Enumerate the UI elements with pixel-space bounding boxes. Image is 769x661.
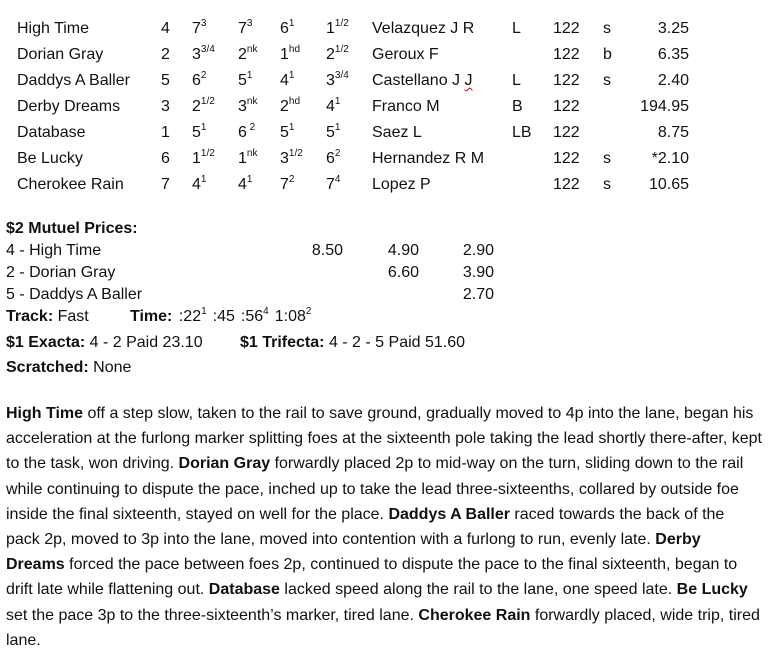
mutuel-show: 3.90 xyxy=(462,264,494,281)
call-c3 xyxy=(280,19,294,39)
time-split xyxy=(274,305,312,325)
time-label: Time: xyxy=(130,308,173,325)
call-position: 2 xyxy=(280,98,289,115)
call-lengths: 1 xyxy=(288,17,295,29)
cell-wt: 122 xyxy=(553,124,580,141)
call-position: 3 xyxy=(326,72,335,89)
cell-horse: Be Lucky xyxy=(17,150,83,167)
call-lengths: 3/4 xyxy=(200,43,215,55)
split-value: :45 xyxy=(212,308,235,325)
mutuel-place: 6.60 xyxy=(387,264,419,281)
call-c3 xyxy=(280,175,294,195)
cell-med: LB xyxy=(512,124,532,141)
call-position: 2 xyxy=(192,98,201,115)
cell-odds: *2.10 xyxy=(651,150,689,167)
call-position: 5 xyxy=(192,124,201,141)
scratched-label: Scratched: xyxy=(6,359,89,376)
call-position: 7 xyxy=(326,176,335,193)
mutuel-horse-label: 5 - Daddys A Baller xyxy=(6,286,143,303)
scratched-line xyxy=(6,358,131,378)
cell-jockey: Geroux F xyxy=(372,46,439,63)
cell-med: L xyxy=(512,72,521,89)
call-position: 6 xyxy=(238,124,247,141)
call-position: 2 xyxy=(326,46,335,63)
call-c4 xyxy=(326,97,340,117)
call-c2 xyxy=(238,97,257,117)
cell-med: B xyxy=(512,98,523,115)
call-c3 xyxy=(280,71,294,91)
cell-wt: 122 xyxy=(553,72,580,89)
call-c2 xyxy=(238,71,252,91)
jockey-name-part: Castellano J xyxy=(372,72,465,89)
cell-wt: 122 xyxy=(553,176,580,193)
call-lengths: nk xyxy=(246,147,258,159)
call-position: 6 xyxy=(326,150,335,167)
comment-text: set the pace 3p to the three-sixteenth’s marker, tired lane. xyxy=(6,606,419,624)
cell-horse: Database xyxy=(17,124,86,141)
call-lengths: 2 xyxy=(246,121,256,133)
comment-horse-name: Derby Dreams xyxy=(6,531,701,574)
call-c1 xyxy=(192,45,215,65)
call-c3 xyxy=(280,45,300,65)
comment-horse-name: Be Lucky xyxy=(676,581,748,599)
call-lengths: 1 xyxy=(246,69,253,81)
mutuel-win: 8.50 xyxy=(311,242,343,259)
split-value: :56 xyxy=(240,308,264,325)
comments-paragraph xyxy=(6,401,762,653)
cell-odds: 194.95 xyxy=(640,98,689,115)
cell-pp: 6 xyxy=(161,150,170,167)
call-lengths: 1 xyxy=(288,69,295,81)
call-lengths: 3/4 xyxy=(334,69,349,81)
call-position: 4 xyxy=(192,176,201,193)
scratched-value: None xyxy=(93,359,132,376)
comment-horse-name: High Time xyxy=(6,405,84,422)
time-splits xyxy=(177,305,312,325)
cell-jockey xyxy=(372,71,473,91)
cell-jockey: Saez L xyxy=(372,124,422,141)
call-lengths: 1/2 xyxy=(334,43,349,55)
call-c1 xyxy=(192,123,206,143)
call-c1 xyxy=(192,175,206,195)
comment-text: forwardly placed, wide trip, tired lane. xyxy=(6,606,760,649)
call-lengths: 1 xyxy=(288,121,295,133)
call-c1 xyxy=(192,71,206,91)
mutuel-title: $2 Mutuel Prices: xyxy=(6,220,138,237)
race-time xyxy=(130,307,311,327)
cell-eq: s xyxy=(603,72,611,89)
call-position: 2 xyxy=(238,46,247,63)
split-fifths: 2 xyxy=(305,305,312,317)
cell-odds: 8.75 xyxy=(657,124,689,141)
comment-horse-name: Cherokee Rain xyxy=(418,606,531,624)
cell-horse: High Time xyxy=(17,20,90,37)
track-value: Fast xyxy=(57,308,89,325)
cell-pp: 3 xyxy=(161,98,170,115)
call-c3 xyxy=(280,97,300,117)
cell-jockey: Velazquez J R xyxy=(372,20,475,37)
call-lengths: 2 xyxy=(334,147,341,159)
call-position: 6 xyxy=(192,72,201,89)
comment-text: off a step slow, taken to the rail to save ground, gradually moved to 4p into the lane, began his acceleration at the furlong marker splitting foes at the sixteenth pole taking the lead shortly there-after, kept to the task, won driving. xyxy=(6,405,762,473)
cell-pp: 5 xyxy=(161,72,170,89)
call-position: 4 xyxy=(280,72,289,89)
call-lengths: 2 xyxy=(200,69,207,81)
call-position: 1 xyxy=(238,150,247,167)
call-lengths: 1 xyxy=(200,173,207,185)
call-position: 5 xyxy=(326,124,335,141)
call-lengths: nk xyxy=(246,43,258,55)
call-lengths: 1/2 xyxy=(200,95,215,107)
cell-med: L xyxy=(512,20,521,37)
race-comments xyxy=(6,401,762,653)
call-position: 7 xyxy=(238,20,247,37)
call-position: 3 xyxy=(238,98,247,115)
mutuel-horse-label: 2 - Dorian Gray xyxy=(6,264,116,281)
trifecta-payout xyxy=(240,333,465,353)
call-c4 xyxy=(326,71,349,91)
call-c1 xyxy=(192,19,206,39)
comment-horse-name: Database xyxy=(208,581,280,599)
call-position: 7 xyxy=(192,20,201,37)
mutuel-horse-label: 4 - High Time xyxy=(6,242,102,259)
time-split xyxy=(240,305,269,325)
exacta-payout xyxy=(6,333,203,353)
call-c4 xyxy=(326,175,340,195)
call-c2 xyxy=(238,123,255,143)
call-position: 6 xyxy=(280,20,289,37)
cell-odds: 2.40 xyxy=(657,72,689,89)
cell-horse: Dorian Gray xyxy=(17,46,104,63)
cell-eq: b xyxy=(603,46,612,63)
cell-horse: Cherokee Rain xyxy=(17,176,124,193)
call-lengths: 1 xyxy=(200,121,207,133)
call-position: 7 xyxy=(280,176,289,193)
call-c2 xyxy=(238,45,257,65)
split-value: :22 xyxy=(178,308,202,325)
call-c1 xyxy=(192,97,215,117)
call-position: 1 xyxy=(280,46,289,63)
split-fifths: 1 xyxy=(201,305,207,317)
call-lengths: 3 xyxy=(246,17,253,29)
call-lengths: 2 xyxy=(288,173,295,185)
call-lengths: 4 xyxy=(334,173,341,185)
call-position: 5 xyxy=(280,124,289,141)
cell-horse: Derby Dreams xyxy=(17,98,121,115)
comment-horse-name: Dorian Gray xyxy=(178,455,271,473)
call-lengths: hd xyxy=(288,95,301,107)
jockey-initial-spellcheck: J xyxy=(464,72,473,89)
call-lengths: 1 xyxy=(334,95,341,107)
cell-jockey: Franco M xyxy=(372,98,440,115)
comment-text: lacked speed along the rail to the lane, one speed late. xyxy=(279,581,677,599)
cell-horse: Daddys A Baller xyxy=(17,72,130,89)
cell-wt: 122 xyxy=(553,46,580,63)
call-position: 4 xyxy=(326,98,335,115)
comment-text: forwardly placed 2p to mid-way on the turn, sliding down to the rail while continuing to dispute the pace, inched up to take the lead three-sixteenths, collared by outside foe inside the final sixteenth, stayed on well for the place. xyxy=(6,455,744,523)
cell-pp: 7 xyxy=(161,176,170,193)
call-c4 xyxy=(326,45,349,65)
exacta-value: 4 - 2 Paid 23.10 xyxy=(89,334,203,351)
call-lengths: 1/2 xyxy=(288,147,303,159)
cell-pp: 2 xyxy=(161,46,170,63)
call-c2 xyxy=(238,19,252,39)
cell-pp: 1 xyxy=(161,124,170,141)
call-c2 xyxy=(238,175,252,195)
call-c1 xyxy=(192,149,215,169)
cell-odds: 10.65 xyxy=(648,176,689,193)
cell-eq: s xyxy=(603,176,611,193)
call-position: 1 xyxy=(326,20,335,37)
cell-odds: 3.25 xyxy=(657,20,689,37)
call-position: 1 xyxy=(192,150,201,167)
call-lengths: 3 xyxy=(200,17,207,29)
time-split xyxy=(213,308,235,325)
call-c4 xyxy=(326,149,340,169)
cell-odds: 6.35 xyxy=(657,46,689,63)
cell-pp: 4 xyxy=(161,20,170,37)
comment-text: forced the pace between foes 2p, continued to dispute the pace to the final sixteenth, began to drift late while flattening out. xyxy=(6,556,738,599)
track-condition xyxy=(6,307,89,327)
split-value: 1:08 xyxy=(274,308,306,325)
call-position: 5 xyxy=(238,72,247,89)
call-c4 xyxy=(326,19,349,39)
call-lengths: nk xyxy=(246,95,258,107)
split-fifths: 4 xyxy=(263,305,269,317)
call-position: 3 xyxy=(192,46,201,63)
call-position: 4 xyxy=(238,176,247,193)
call-lengths: 1 xyxy=(334,121,341,133)
comment-horse-name: Daddys A Baller xyxy=(388,505,510,523)
cell-eq: s xyxy=(603,20,611,37)
trifecta-value: 4 - 2 - 5 Paid 51.60 xyxy=(328,334,466,351)
cell-wt: 122 xyxy=(553,20,580,37)
call-lengths: 1/2 xyxy=(334,17,349,29)
cell-jockey: Hernandez R M xyxy=(372,150,485,167)
mutuel-show: 2.70 xyxy=(462,286,494,303)
call-lengths: 1 xyxy=(246,173,253,185)
call-c2 xyxy=(238,149,257,169)
trifecta-label: $1 Trifecta: xyxy=(240,334,325,351)
exacta-label: $1 Exacta: xyxy=(6,334,86,351)
time-split xyxy=(178,305,207,325)
cell-eq: s xyxy=(603,150,611,167)
call-position: 3 xyxy=(280,150,289,167)
mutuel-place: 4.90 xyxy=(387,242,419,259)
cell-wt: 122 xyxy=(553,150,580,167)
track-label: Track: xyxy=(6,308,54,325)
cell-wt: 122 xyxy=(553,98,580,115)
call-lengths: 1/2 xyxy=(200,147,215,159)
call-c3 xyxy=(280,149,303,169)
comment-text: raced towards the back of the pack 2p, moved to 3p into the lane, moved into contention with a furlong to run, evenly late. xyxy=(6,505,725,549)
call-c4 xyxy=(326,123,340,143)
call-c3 xyxy=(280,123,294,143)
mutuel-show: 2.90 xyxy=(462,242,494,259)
cell-jockey: Lopez P xyxy=(372,176,431,193)
call-lengths: hd xyxy=(288,43,301,55)
